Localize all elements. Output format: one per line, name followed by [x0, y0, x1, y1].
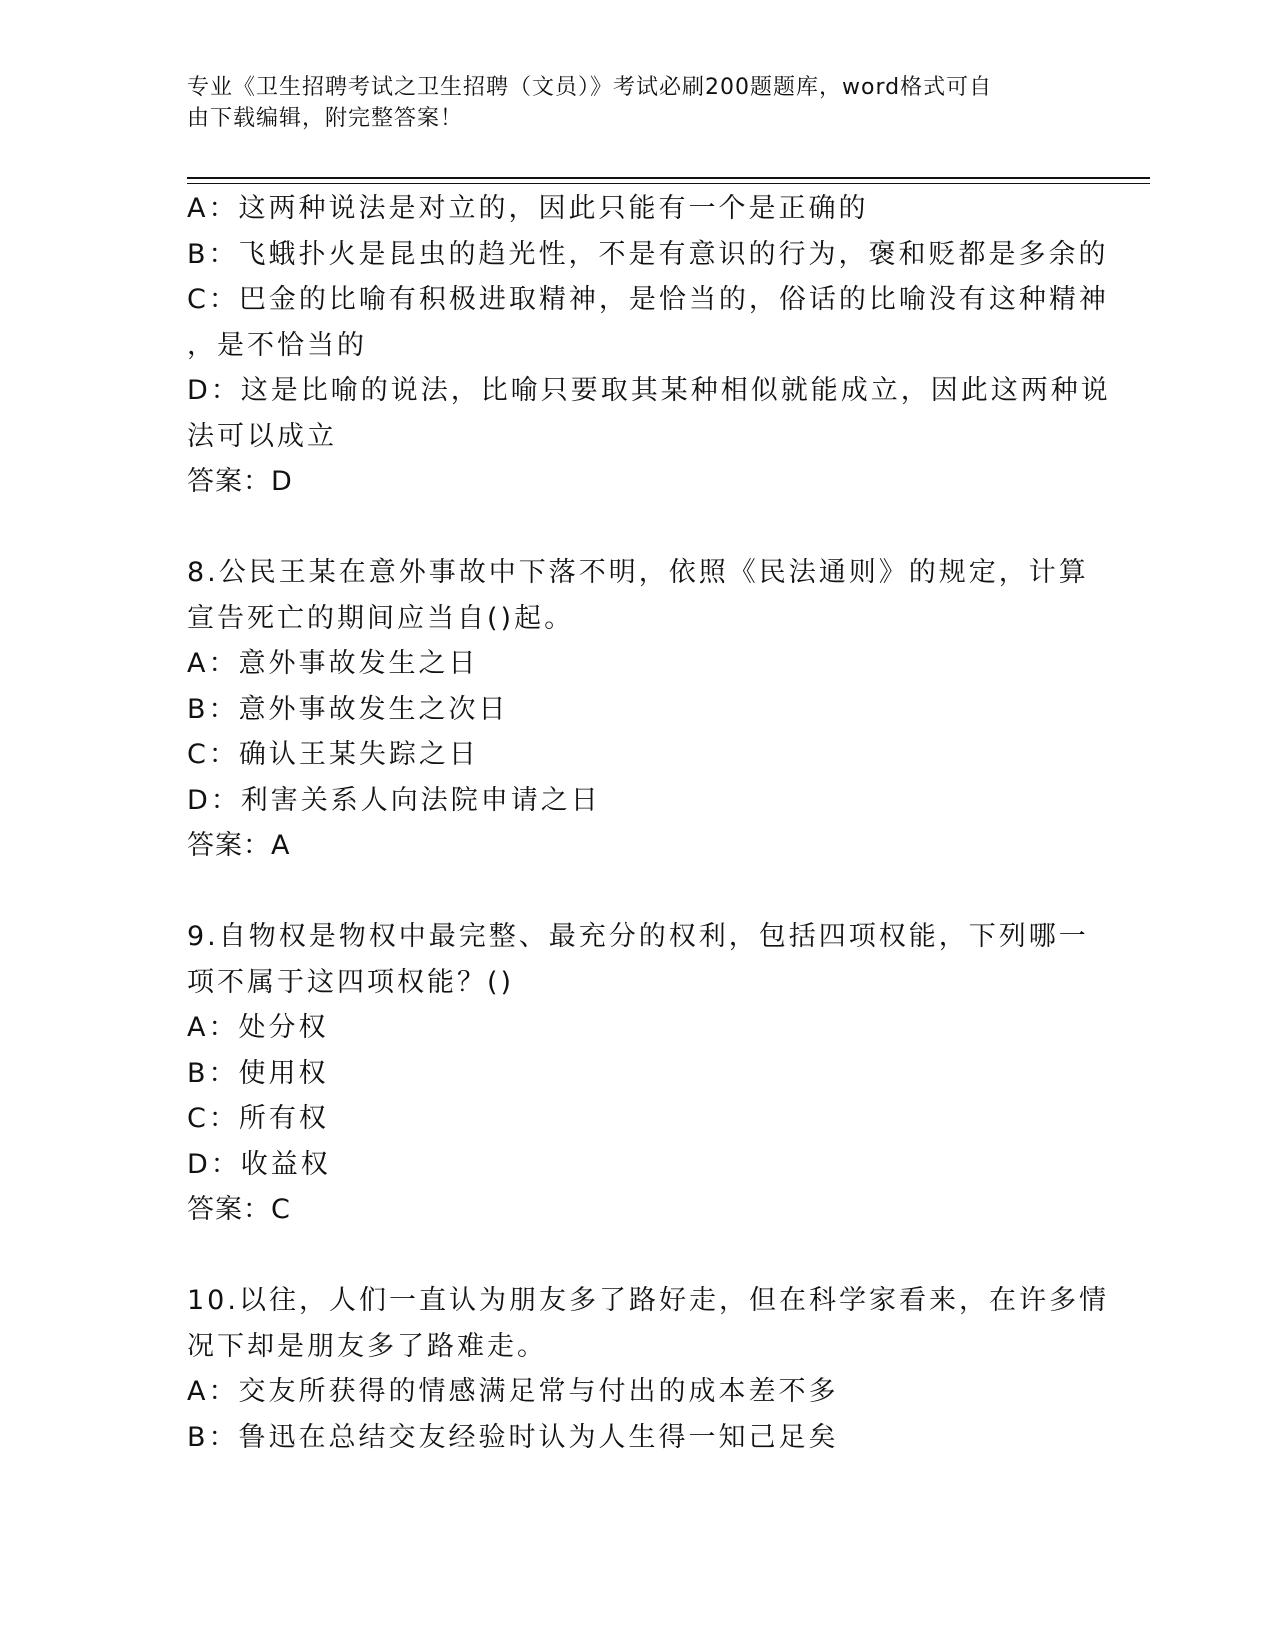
header-divider-thin: [187, 183, 1150, 184]
q10-option-b: B：鲁迅在总结交友经验时认为人生得一知己足矣: [187, 1421, 839, 1453]
q7-option-b: B：飞蛾扑火是昆虫的趋光性，不是有意识的行为，褒和贬都是多余的: [187, 238, 1109, 270]
question-9-block: [187, 914, 1087, 1233]
page-header: [187, 72, 1067, 134]
question-content: [187, 186, 1111, 1460]
question-8-block: [187, 550, 1087, 869]
q8-option-b: B：意外事故发生之次日: [187, 693, 509, 725]
header-divider-thick: [187, 177, 1150, 179]
q9-option-a: A：处分权: [187, 1012, 329, 1043]
spacer: [187, 505, 1087, 551]
q9-option-d: D：收益权: [187, 1148, 331, 1180]
q9-stem-line-1: 9.自物权是物权中最完整、最充分的权利，包括四项权能，下列哪一: [187, 921, 1089, 952]
spacer: [187, 1233, 1087, 1279]
q9-option-b: B：使用权: [187, 1057, 329, 1089]
header-title-line-2: 由下载编辑，附完整答案！: [187, 106, 464, 131]
q7-option-c-line-1: C：巴金的比喻有积极进取精神，是恰当的，俗话的比喻没有这种精神: [187, 284, 1109, 315]
spacer: [187, 869, 1087, 915]
q7-option-d-line-2: 法可以成立: [187, 420, 337, 452]
q8-answer: 答案：A: [187, 830, 291, 861]
q10-option-a: A：交友所获得的情感满足常与付出的成本差不多: [187, 1376, 839, 1407]
q8-option-d: D：利害关系人向法院申请之日: [187, 784, 601, 816]
q10-stem-line-1: 10.以往，人们一直认为朋友多了路好走，但在科学家看来，在许多情: [187, 1285, 1109, 1316]
header-title-line-1: 专业《卫生招聘考试之卫生招聘（文员）》考试必刷200题题库，word格式可自: [187, 75, 993, 100]
q8-stem-line-2: 宣告死亡的期间应当自()起。: [187, 602, 575, 634]
q8-option-a: A：意外事故发生之日: [187, 648, 479, 679]
q7-option-d-line-1: D：这是比喻的说法，比喻只要取其某种相似就能成立，因此这两种说: [187, 375, 1111, 406]
q9-answer: 答案：C: [187, 1194, 291, 1225]
q7-option-a: A：这两种说法是对立的，因此只能有一个是正确的: [187, 193, 869, 224]
q8-option-c: C：确认王某失踪之日: [187, 739, 479, 770]
q7-option-c-line-2: ，是不恰当的: [187, 329, 367, 361]
q8-stem-line-1: 8.公民王某在意外事故中下落不明，依照《民法通则》的规定，计算: [187, 557, 1089, 588]
q10-stem-line-2: 况下却是朋友多了路难走。: [187, 1330, 547, 1362]
q9-option-c: C：所有权: [187, 1103, 329, 1134]
question-7-block: [187, 186, 1111, 505]
q7-answer: 答案：D: [187, 466, 293, 497]
q9-stem-line-2: 项不属于这四项权能？(): [187, 966, 515, 998]
question-10-block: [187, 1278, 1109, 1460]
